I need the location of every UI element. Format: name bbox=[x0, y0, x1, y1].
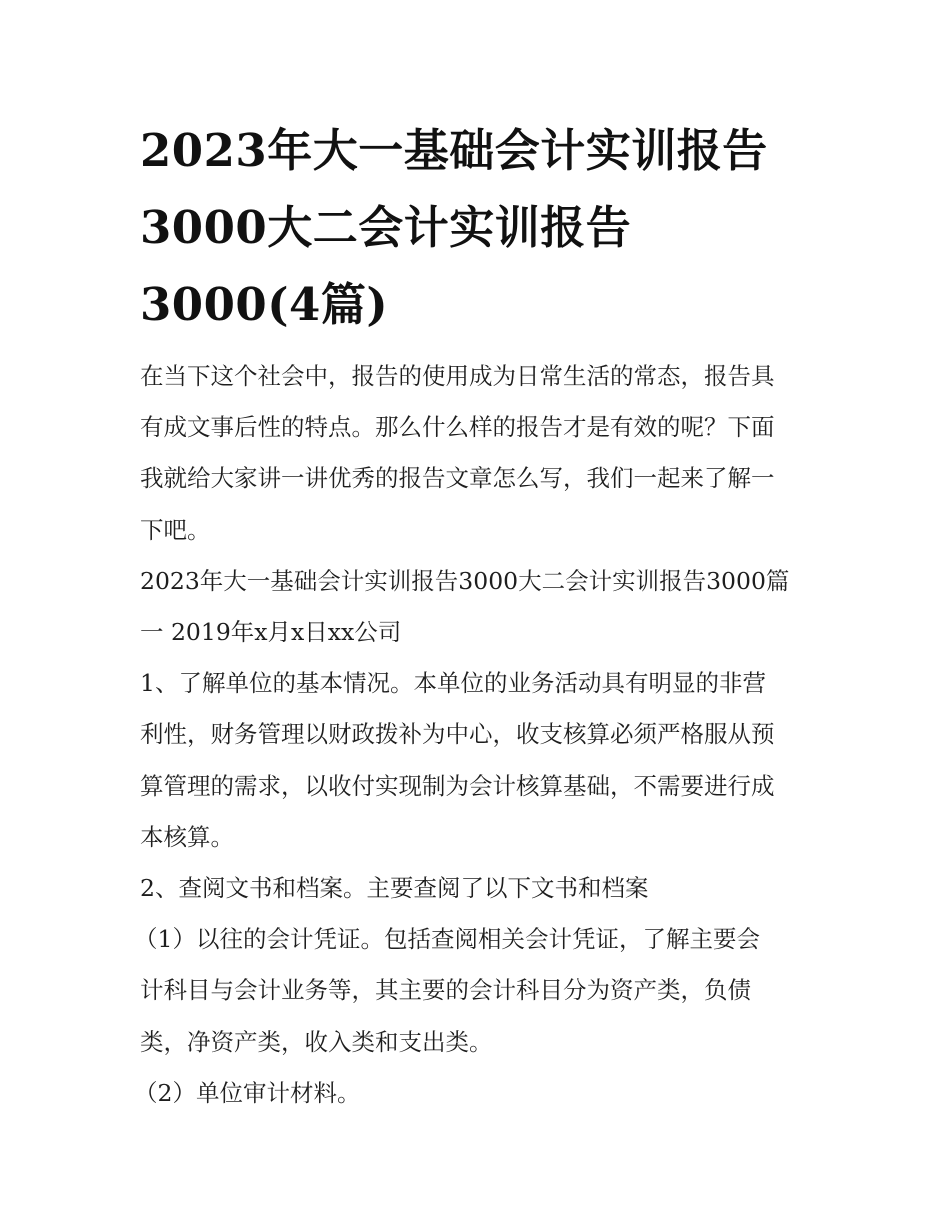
text-line: 类，净资产类，收入类和支出类。 bbox=[140, 1027, 493, 1056]
intro-paragraph bbox=[140, 351, 812, 556]
text-line: 一 2019年x月x日xx公司 bbox=[140, 618, 402, 647]
document-title bbox=[140, 112, 812, 343]
text-line: 我就给大家讲一讲优秀的报告文章怎么写，我们一起来了解一 bbox=[140, 464, 775, 493]
subitem-2-paragraph bbox=[134, 1068, 812, 1119]
text-line: 下吧。 bbox=[140, 515, 211, 544]
section-heading-paragraph bbox=[140, 556, 812, 658]
text-line: 1、了解单位的基本情况。本单位的业务活动具有明显的非营 bbox=[140, 669, 766, 698]
text-line: 在当下这个社会中，报告的使用成为日常生活的常态，报告具 bbox=[140, 362, 775, 390]
document-body bbox=[134, 112, 812, 1119]
subitem-1-paragraph bbox=[134, 914, 812, 1068]
text-line: 有成文事后性的特点。那么什么样的报告才是有效的呢？下面 bbox=[140, 413, 775, 442]
item-1-paragraph bbox=[140, 658, 812, 863]
text-line: 计科目与会计业务等，其主要的会计科目分为资产类，负债 bbox=[140, 976, 751, 1005]
title-line: 3000(4篇) bbox=[140, 278, 389, 331]
text-line: （1）以往的会计凭证。包括查阅相关会计凭证，了解主要会 bbox=[134, 925, 760, 954]
text-line: 算管理的需求，以收付实现制为会计核算基础，不需要进行成 bbox=[140, 771, 775, 800]
title-line: 3000大二会计实训报告 bbox=[140, 201, 632, 254]
text-line: （2）单位审计材料。 bbox=[134, 1078, 361, 1107]
title-line: 2023年大一基础会计实训报告 bbox=[140, 124, 768, 177]
item-2-paragraph bbox=[140, 863, 812, 914]
text-line: 2、查阅文书和档案。主要查阅了以下文书和档案 bbox=[140, 874, 649, 903]
text-line: 利性，财务管理以财政拨补为中心，收支核算必须严格服从预 bbox=[140, 720, 775, 749]
text-line: 2023年大一基础会计实训报告3000大二会计实训报告3000篇 bbox=[140, 566, 790, 595]
text-line: 本核算。 bbox=[140, 822, 234, 851]
